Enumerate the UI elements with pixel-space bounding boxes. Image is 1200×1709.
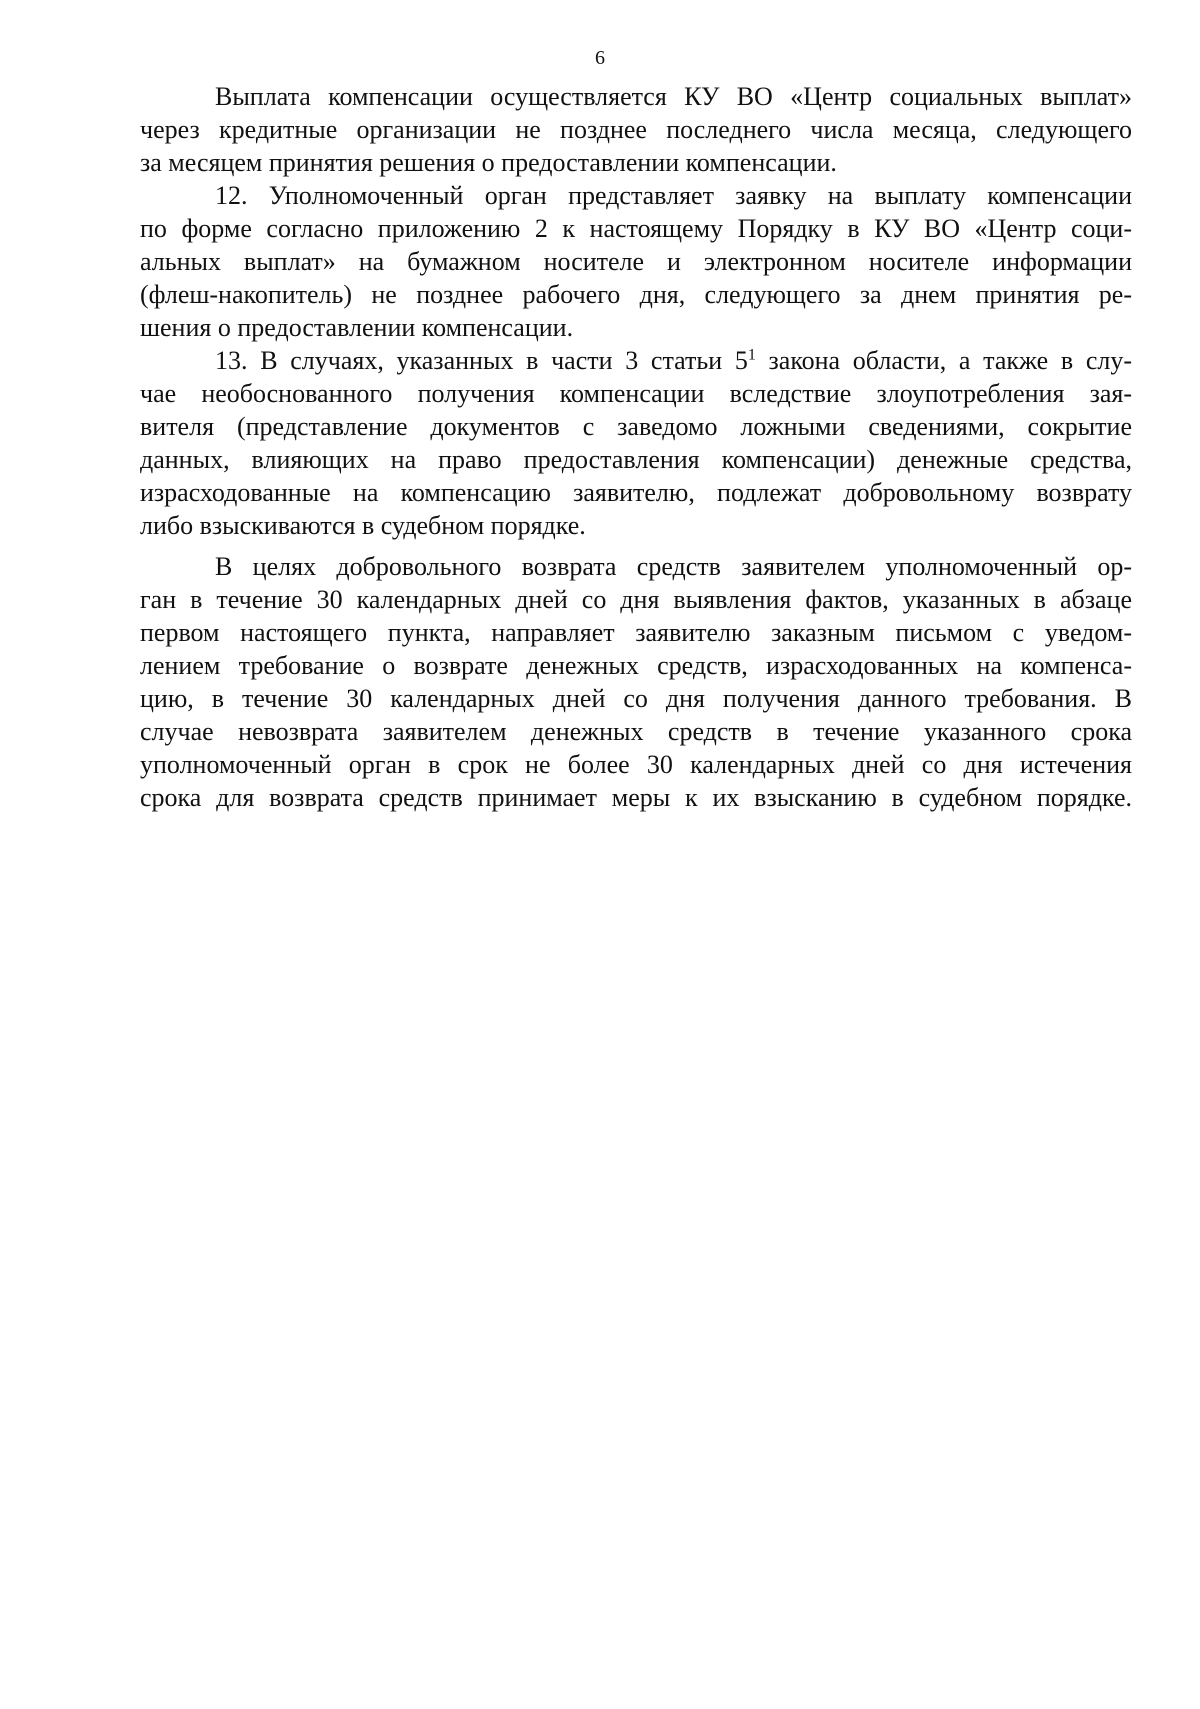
text-line: чае необоснованного получения компенсации вследствие злоупотребления зая- (140, 379, 1132, 408)
text-line: срока для возврата средств принимает меры к их взысканию в судебном порядке. (140, 783, 1132, 812)
text-line: за месяцем принятия решения о предоставлении компенсации. (140, 148, 837, 177)
text-line: данных, влияющих на право предоставления компенсации) денежные средства, (140, 445, 1132, 474)
text-line: альных выплат» на бумажном носителе и электронном носителе информации (140, 247, 1132, 276)
text-line: израсходованные на компенсацию заявителю, подлежат добровольному возврату (140, 478, 1132, 507)
text-line: ган в течение 30 календарных дней со дня выявления фактов, указанных в абзаце (140, 585, 1132, 614)
text-line: по форме согласно приложению 2 к настоящему Порядку в КУ ВО «Центр соци- (140, 214, 1132, 243)
page-number: 6 (595, 47, 605, 69)
document-body (140, 80, 1132, 814)
text-line: первом настоящего пункта, направляет заявителю заказным письмом с уведом- (140, 618, 1132, 647)
text-line (140, 344, 1132, 377)
text-line: (флеш-накопитель) не позднее рабочего дня, следующего за днем принятия ре- (140, 280, 1132, 309)
text-line: уполномоченный орган в срок не более 30 календарных дней со дня истечения (140, 750, 1132, 779)
text-line: В целях добровольного возврата средств заявителем уполномоченный ор- (215, 552, 1132, 581)
text-line-part: закона области, а также в слу- (755, 346, 1132, 375)
paragraph-item-13 (140, 344, 1132, 542)
text-line: либо взыскиваются в судебном порядке. (140, 511, 586, 540)
text-line: Выплата компенсации осуществляется КУ ВО «Центр социальных выплат» (215, 82, 1132, 111)
text-line: цию, в течение 30 календарных дней со дня получения данного требования. В (140, 684, 1132, 713)
paragraph-voluntary-return (140, 550, 1132, 814)
superscript: 1 (747, 346, 756, 364)
text-line: лением требование о возврате денежных средств, израсходованных на компенса- (140, 651, 1132, 680)
paragraph-item-12 (140, 179, 1132, 344)
text-line: случае невозврата заявителем денежных средств в течение указанного срока (140, 717, 1132, 746)
paragraph-payment (140, 80, 1132, 179)
text-line: вителя (представление документов с заведомо ложными сведениями, сокрытие (140, 412, 1132, 441)
text-line: 12. Уполномоченный орган представляет заявку на выплату компенсации (215, 181, 1132, 210)
text-line: через кредитные организации не позднее последнего числа месяца, следующего (140, 115, 1132, 144)
text-line: шения о предоставлении компенсации. (140, 313, 574, 342)
text-line-part: 13. В случаях, указанных в части 3 статьи 5 (215, 346, 748, 375)
